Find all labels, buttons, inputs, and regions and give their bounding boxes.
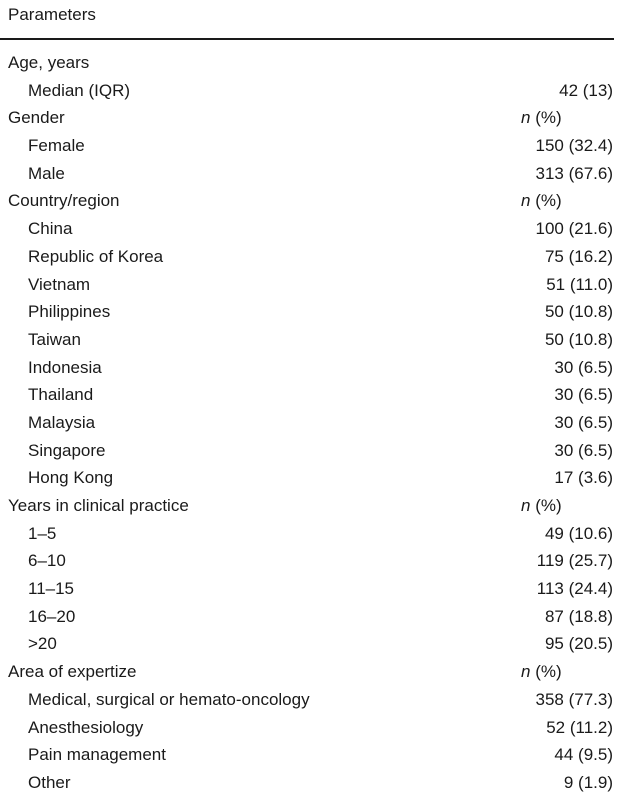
row-value: 52 (11.2) [546, 717, 613, 737]
group-unit-symbol: n [521, 496, 531, 515]
table-row [0, 464, 626, 492]
row-value: 100 (21.6) [535, 219, 613, 239]
table-row [0, 381, 626, 409]
row-label: Taiwan [28, 329, 81, 349]
table-body [0, 49, 626, 797]
table-row [0, 547, 626, 575]
table-row [0, 714, 626, 742]
row-label: 1–5 [28, 523, 57, 543]
group-unit [521, 658, 562, 686]
row-value: 50 (10.8) [544, 302, 613, 322]
group-unit-suffix: (%) [530, 496, 562, 515]
row-value: 313 (67.6) [535, 163, 613, 183]
row-value: 9 (1.9) [563, 772, 613, 792]
row-value: 87 (18.8) [544, 606, 613, 626]
table-row [0, 603, 626, 631]
row-label: Thailand [28, 385, 94, 405]
table-row [0, 326, 626, 354]
table-row [0, 271, 626, 299]
row-value: 42 (13) [559, 80, 613, 100]
group-unit-symbol: n [521, 191, 531, 211]
group-unit-suffix: (%) [530, 662, 562, 682]
table-row [0, 437, 626, 465]
row-value: 358 (77.3) [535, 689, 613, 709]
group-label: Years in clinical practice [8, 496, 189, 515]
group-row [0, 49, 626, 77]
table-row [0, 243, 626, 271]
group-unit-symbol: n [521, 662, 531, 682]
row-value: 30 (6.5) [554, 385, 613, 405]
row-label: Hong Kong [28, 468, 114, 488]
group-unit [521, 492, 562, 520]
row-label: Anesthesiology [28, 717, 144, 737]
row-value: 119 (25.7) [536, 551, 613, 571]
row-label: 11–15 [28, 579, 75, 599]
group-unit-suffix: (%) [530, 108, 562, 128]
row-label: Indonesia [28, 357, 102, 377]
row-value: 95 (20.5) [544, 634, 613, 654]
table-row [0, 686, 626, 714]
group-label: Area of expertize [8, 662, 137, 682]
group-row [0, 104, 626, 132]
table-row [0, 215, 626, 243]
table-row [0, 409, 626, 437]
row-label: Pain management [28, 745, 166, 765]
group-label: Gender [8, 108, 65, 128]
row-label: Female [28, 136, 85, 156]
row-label: Singapore [28, 440, 106, 460]
row-value: 44 (9.5) [554, 745, 613, 765]
table-row [0, 298, 626, 326]
row-label: >20 [28, 634, 57, 654]
row-value: 150 (32.4) [535, 136, 613, 156]
row-label: Median (IQR) [28, 80, 131, 100]
row-label: Medical, surgical or hemato-oncology [28, 689, 310, 709]
row-label: Vietnam [28, 274, 91, 294]
table-row [0, 741, 626, 769]
group-unit [521, 187, 562, 215]
row-label: Philippines [28, 302, 111, 322]
row-label: China [28, 219, 73, 239]
table-row [0, 575, 626, 603]
group-unit-symbol: n [521, 108, 531, 128]
row-value: 17 (3.6) [554, 468, 613, 488]
row-value: 113 (24.4) [536, 579, 613, 599]
row-label: 6–10 [28, 551, 66, 571]
table-row [0, 132, 626, 160]
row-label: Male [28, 163, 65, 183]
table-row [0, 630, 626, 658]
row-value: 75 (16.2) [544, 246, 613, 266]
table-header: Parameters [8, 5, 96, 24]
group-unit [521, 104, 562, 132]
row-value: 30 (6.5) [554, 440, 613, 460]
group-label: Country/region [8, 191, 120, 211]
group-row [0, 187, 626, 215]
row-value: 30 (6.5) [554, 412, 613, 432]
group-row [0, 658, 626, 686]
group-unit-suffix: (%) [530, 191, 562, 211]
table-row [0, 160, 626, 188]
table-row [0, 354, 626, 382]
row-label: Other [28, 772, 71, 792]
group-label: Age, years [8, 53, 90, 72]
table-row [0, 77, 626, 105]
table-row [0, 769, 626, 797]
row-label: Republic of Korea [28, 246, 164, 266]
row-value: 49 (10.6) [544, 523, 613, 543]
header-rule [0, 38, 614, 40]
group-row [0, 492, 626, 520]
row-label: 16–20 [28, 606, 76, 626]
table-row [0, 520, 626, 548]
row-value: 30 (6.5) [554, 357, 613, 377]
row-value: 51 (11.0) [546, 274, 613, 294]
row-value: 50 (10.8) [544, 329, 613, 349]
row-label: Malaysia [28, 412, 96, 432]
